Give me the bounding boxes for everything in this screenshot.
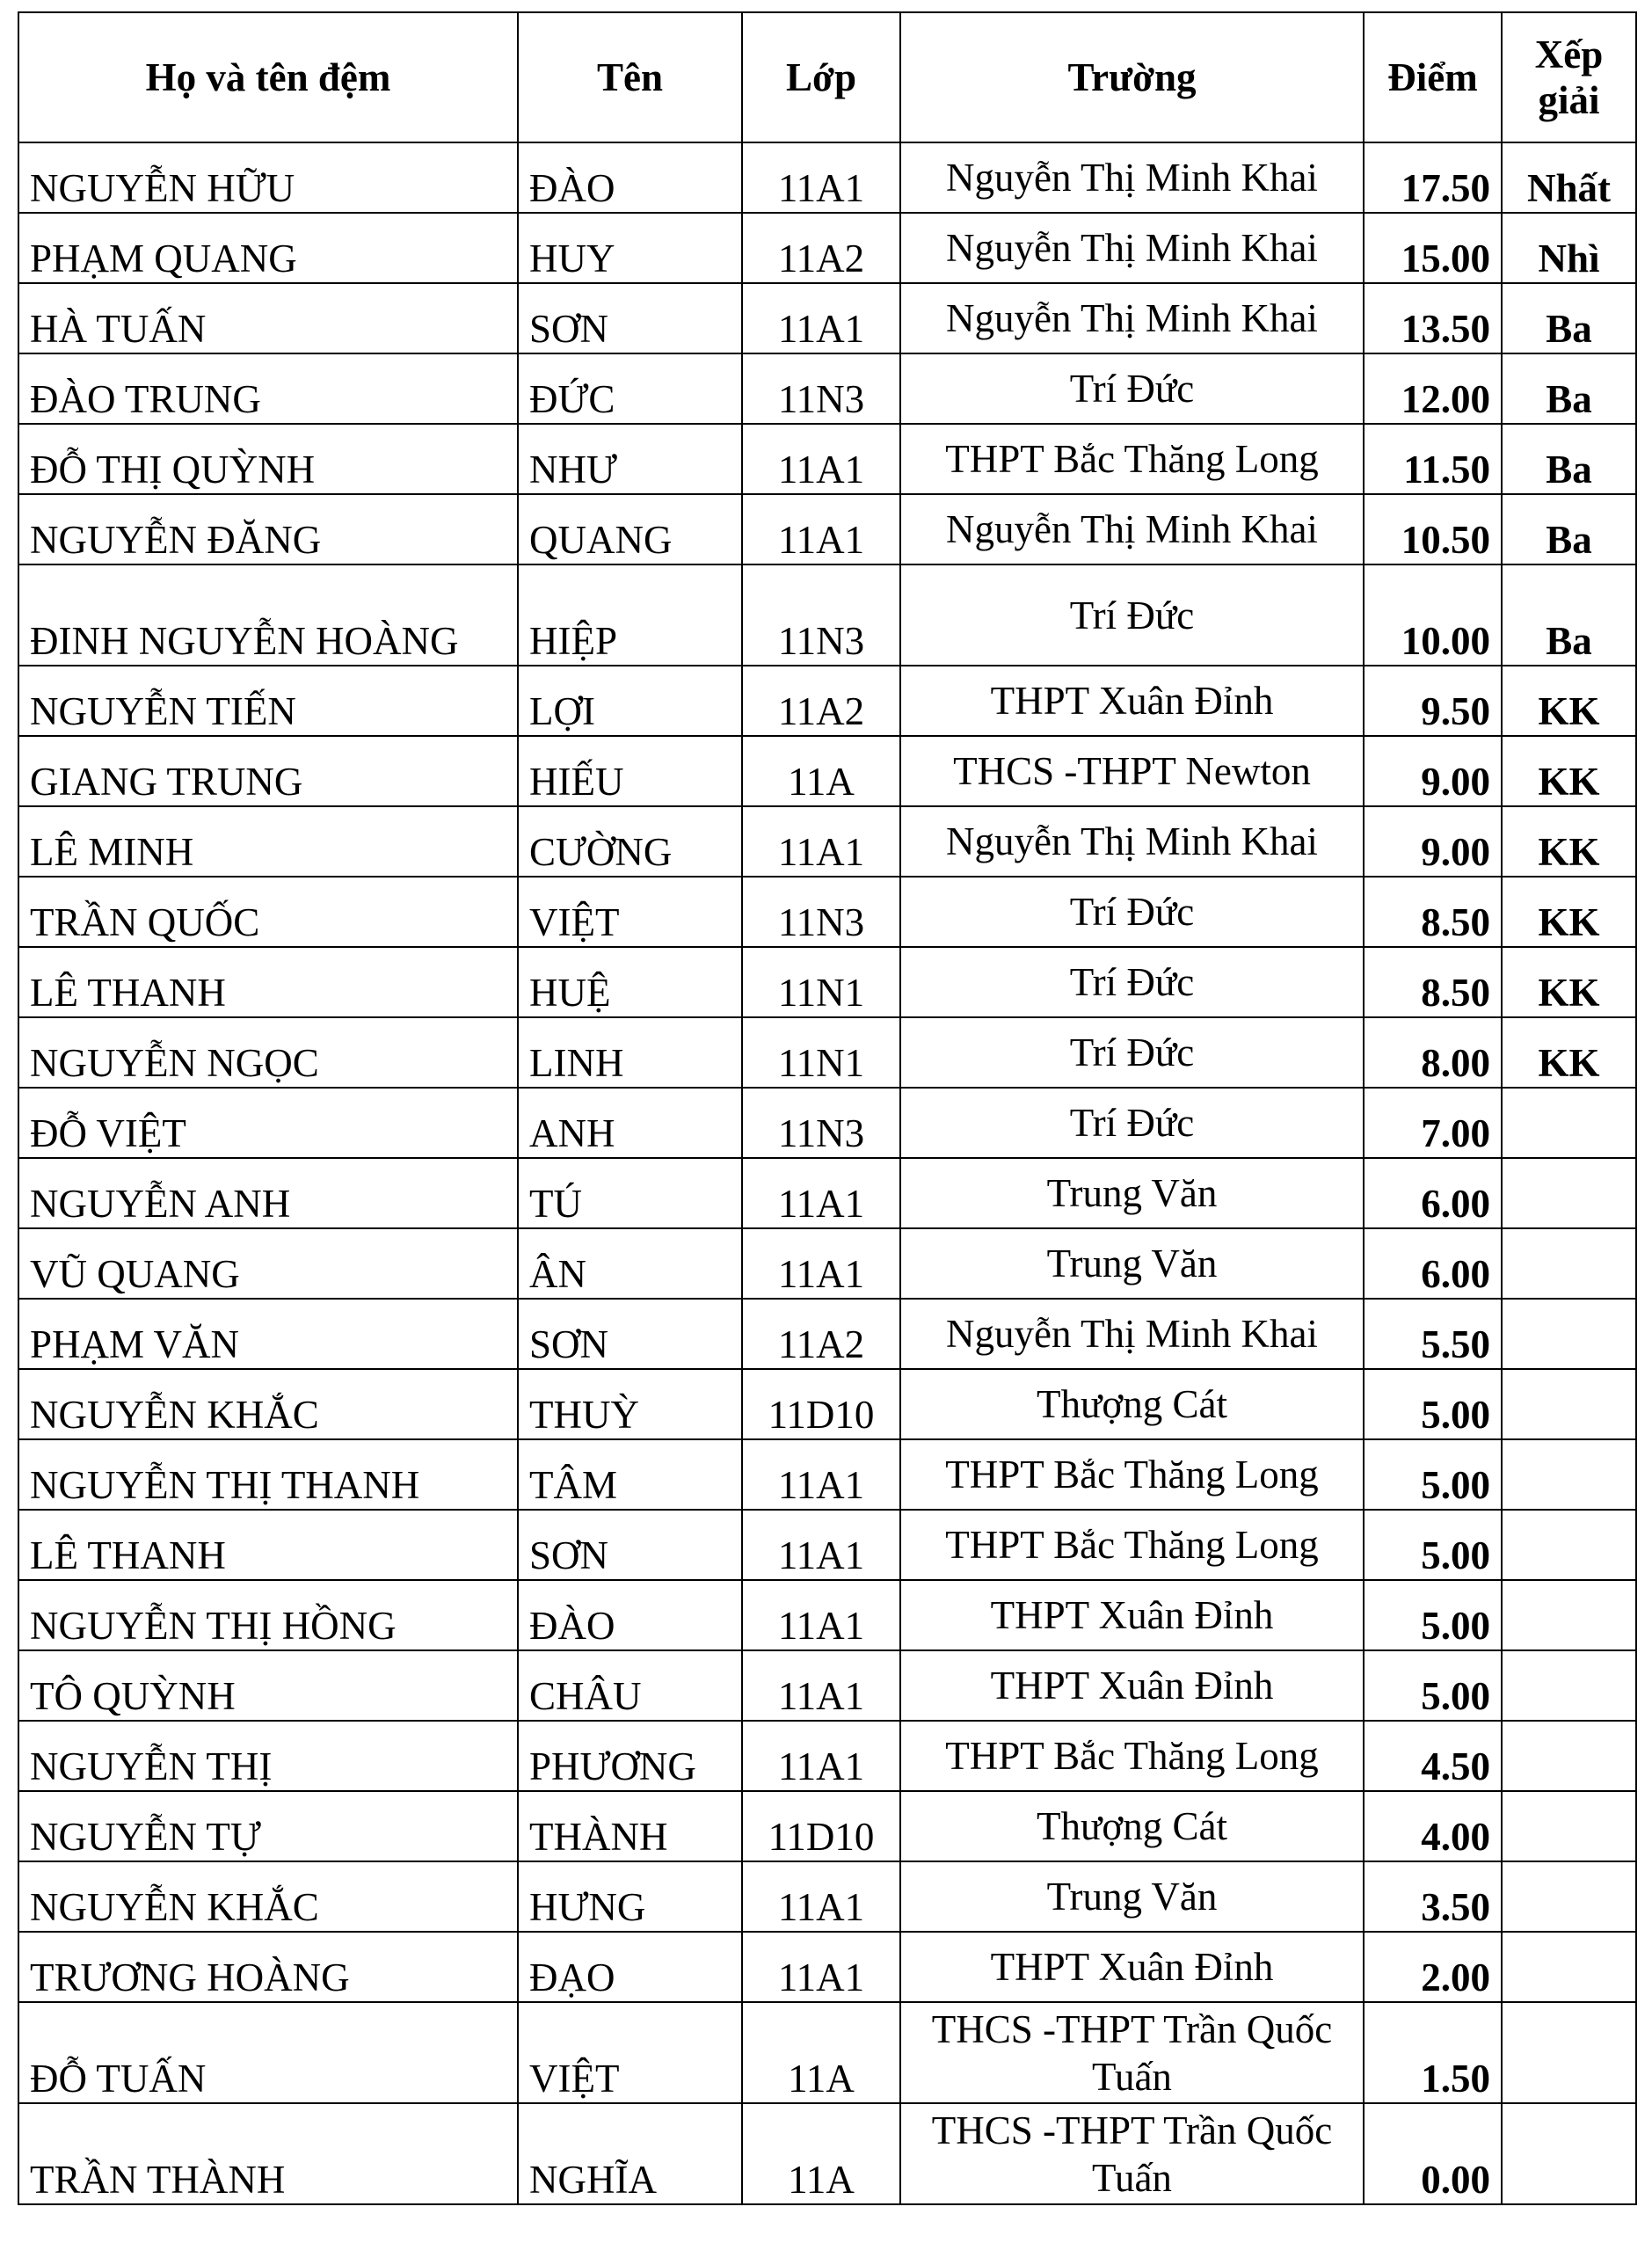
table-row [18, 213, 1636, 283]
school-cell: THCS -THPT Trần Quốc Tuấn [900, 2002, 1364, 2103]
surname-cell: ĐINH NGUYỄN HOÀNG [18, 564, 518, 666]
class-cell: 11A1 [742, 142, 900, 213]
table-row [18, 666, 1636, 736]
given-name-cell: ANH [518, 1088, 742, 1158]
school-cell: THPT Bắc Thăng Long [900, 1721, 1364, 1791]
class-cell: 11N3 [742, 564, 900, 666]
score-cell: 11.50 [1364, 424, 1502, 494]
school-cell: Trí Đức [900, 947, 1364, 1017]
prize-cell: KK [1502, 736, 1636, 806]
surname-cell: NGUYỄN TIẾN [18, 666, 518, 736]
table-row [18, 1228, 1636, 1299]
given-name-cell: ĐÀO [518, 1580, 742, 1650]
given-name-cell: HIỆP [518, 564, 742, 666]
table-row [18, 1439, 1636, 1510]
given-name-cell: QUANG [518, 494, 742, 564]
surname-cell: GIANG TRUNG [18, 736, 518, 806]
school-cell: Nguyễn Thị Minh Khai [900, 142, 1364, 213]
school-cell: Trí Đức [900, 353, 1364, 424]
given-name-cell: CHÂU [518, 1650, 742, 1721]
results-table [18, 11, 1637, 2205]
class-cell: 11A1 [742, 1932, 900, 2002]
school-cell: Trung Văn [900, 1158, 1364, 1228]
school-cell: THPT Bắc Thăng Long [900, 1510, 1364, 1580]
surname-cell: NGUYỄN THỊ THANH [18, 1439, 518, 1510]
table-row [18, 1580, 1636, 1650]
surname-cell: HÀ TUẤN [18, 283, 518, 353]
class-cell: 11A [742, 736, 900, 806]
table-row [18, 494, 1636, 564]
surname-cell: NGUYỄN KHẮC [18, 1861, 518, 1932]
prize-cell [1502, 1088, 1636, 1158]
surname-cell: ĐỖ TUẤN [18, 2002, 518, 2103]
table-row [18, 142, 1636, 213]
surname-cell: NGUYỄN TỰ [18, 1791, 518, 1861]
table-row [18, 1017, 1636, 1088]
score-cell: 13.50 [1364, 283, 1502, 353]
score-cell: 12.00 [1364, 353, 1502, 424]
score-cell: 1.50 [1364, 2002, 1502, 2103]
table-row [18, 806, 1636, 877]
school-cell: Thượng Cát [900, 1369, 1364, 1439]
score-cell: 10.50 [1364, 494, 1502, 564]
table-row [18, 1650, 1636, 1721]
prize-cell [1502, 1580, 1636, 1650]
score-cell: 17.50 [1364, 142, 1502, 213]
surname-cell: VŨ QUANG [18, 1228, 518, 1299]
given-name-cell: ĐẠO [518, 1932, 742, 2002]
given-name-cell: HIẾU [518, 736, 742, 806]
surname-cell: ĐỖ VIỆT [18, 1088, 518, 1158]
surname-cell: LÊ THANH [18, 947, 518, 1017]
school-cell: Trung Văn [900, 1228, 1364, 1299]
header-class: Lớp [742, 12, 900, 142]
prize-cell: KK [1502, 1017, 1636, 1088]
surname-cell: NGUYỄN THỊ HỒNG [18, 1580, 518, 1650]
school-cell: THCS -THPT Trần Quốc Tuấn [900, 2103, 1364, 2204]
class-cell: 11N3 [742, 877, 900, 947]
school-cell: Nguyễn Thị Minh Khai [900, 494, 1364, 564]
given-name-cell: HUỆ [518, 947, 742, 1017]
score-cell: 8.50 [1364, 947, 1502, 1017]
school-cell: THPT Bắc Thăng Long [900, 424, 1364, 494]
surname-cell: TRƯƠNG HOÀNG [18, 1932, 518, 2002]
score-cell: 3.50 [1364, 1861, 1502, 1932]
surname-cell: NGUYỄN HỮU [18, 142, 518, 213]
class-cell: 11A1 [742, 494, 900, 564]
table-row [18, 1791, 1636, 1861]
class-cell: 11A2 [742, 1299, 900, 1369]
school-cell: Trung Văn [900, 1861, 1364, 1932]
prize-cell [1502, 1721, 1636, 1791]
given-name-cell: NGHĨA [518, 2103, 742, 2204]
prize-cell [1502, 1228, 1636, 1299]
surname-cell: TRẦN THÀNH [18, 2103, 518, 2204]
prize-cell: KK [1502, 806, 1636, 877]
prize-cell [1502, 2002, 1636, 2103]
table-row [18, 1510, 1636, 1580]
prize-cell: Nhì [1502, 213, 1636, 283]
class-cell: 11A1 [742, 1439, 900, 1510]
given-name-cell: SƠN [518, 1510, 742, 1580]
prize-cell [1502, 1932, 1636, 2002]
class-cell: 11A1 [742, 1510, 900, 1580]
table-row [18, 1158, 1636, 1228]
prize-cell: Ba [1502, 424, 1636, 494]
score-cell: 5.00 [1364, 1510, 1502, 1580]
score-cell: 6.00 [1364, 1228, 1502, 1299]
given-name-cell: HƯNG [518, 1861, 742, 1932]
prize-cell: KK [1502, 947, 1636, 1017]
class-cell: 11N3 [742, 353, 900, 424]
score-cell: 5.00 [1364, 1369, 1502, 1439]
surname-cell: LÊ THANH [18, 1510, 518, 1580]
table-row [18, 424, 1636, 494]
score-cell: 15.00 [1364, 213, 1502, 283]
score-cell: 4.00 [1364, 1791, 1502, 1861]
prize-cell: Nhất [1502, 142, 1636, 213]
class-cell: 11A1 [742, 1721, 900, 1791]
score-cell: 8.00 [1364, 1017, 1502, 1088]
school-cell: Nguyễn Thị Minh Khai [900, 1299, 1364, 1369]
surname-cell: ĐÀO TRUNG [18, 353, 518, 424]
prize-cell: KK [1502, 877, 1636, 947]
score-cell: 2.00 [1364, 1932, 1502, 2002]
given-name-cell: LỢI [518, 666, 742, 736]
header-given-name: Tên [518, 12, 742, 142]
given-name-cell: NHƯ [518, 424, 742, 494]
given-name-cell: THUỲ [518, 1369, 742, 1439]
given-name-cell: ĐỨC [518, 353, 742, 424]
given-name-cell: THÀNH [518, 1791, 742, 1861]
class-cell: 11A1 [742, 283, 900, 353]
school-cell: THPT Bắc Thăng Long [900, 1439, 1364, 1510]
school-cell: THCS -THPT Newton [900, 736, 1364, 806]
prize-cell [1502, 1158, 1636, 1228]
prize-cell [1502, 1369, 1636, 1439]
header-school: Trường [900, 12, 1364, 142]
prize-cell: Ba [1502, 353, 1636, 424]
school-cell: Trí Đức [900, 877, 1364, 947]
prize-cell [1502, 2103, 1636, 2204]
surname-cell: NGUYỄN KHẮC [18, 1369, 518, 1439]
score-cell: 5.50 [1364, 1299, 1502, 1369]
class-cell: 11A1 [742, 1228, 900, 1299]
surname-cell: TRẦN QUỐC [18, 877, 518, 947]
score-cell: 4.50 [1364, 1721, 1502, 1791]
given-name-cell: HUY [518, 213, 742, 283]
class-cell: 11A1 [742, 1861, 900, 1932]
class-cell: 11A1 [742, 806, 900, 877]
school-cell: Trí Đức [900, 564, 1364, 666]
prize-cell [1502, 1510, 1636, 1580]
surname-cell: PHẠM VĂN [18, 1299, 518, 1369]
given-name-cell: TÂM [518, 1439, 742, 1510]
score-cell: 0.00 [1364, 2103, 1502, 2204]
prize-cell: Ba [1502, 494, 1636, 564]
school-cell: Trí Đức [900, 1017, 1364, 1088]
prize-cell [1502, 1861, 1636, 1932]
school-cell: Thượng Cát [900, 1791, 1364, 1861]
class-cell: 11A [742, 2103, 900, 2204]
prize-cell [1502, 1299, 1636, 1369]
score-cell: 5.00 [1364, 1439, 1502, 1510]
score-cell: 7.00 [1364, 1088, 1502, 1158]
prize-cell [1502, 1791, 1636, 1861]
prize-cell: Ba [1502, 564, 1636, 666]
score-cell: 6.00 [1364, 1158, 1502, 1228]
score-cell: 9.00 [1364, 806, 1502, 877]
given-name-cell: SƠN [518, 283, 742, 353]
class-cell: 11A [742, 2002, 900, 2103]
table-row [18, 283, 1636, 353]
class-cell: 11D10 [742, 1791, 900, 1861]
surname-cell: TÔ QUỲNH [18, 1650, 518, 1721]
table-row [18, 1721, 1636, 1791]
table-row [18, 1088, 1636, 1158]
table-row [18, 1299, 1636, 1369]
given-name-cell: ÂN [518, 1228, 742, 1299]
school-cell: THPT Xuân Đỉnh [900, 666, 1364, 736]
school-cell: THPT Xuân Đỉnh [900, 1650, 1364, 1721]
table-row [18, 2002, 1636, 2103]
given-name-cell: SƠN [518, 1299, 742, 1369]
table-row [18, 564, 1636, 666]
class-cell: 11D10 [742, 1369, 900, 1439]
surname-cell: ĐỖ THỊ QUỲNH [18, 424, 518, 494]
surname-cell: NGUYỄN ANH [18, 1158, 518, 1228]
surname-cell: NGUYỄN ĐĂNG [18, 494, 518, 564]
class-cell: 11A1 [742, 424, 900, 494]
class-cell: 11A1 [742, 1650, 900, 1721]
surname-cell: PHẠM QUANG [18, 213, 518, 283]
header-score: Điểm [1364, 12, 1502, 142]
given-name-cell: CƯỜNG [518, 806, 742, 877]
prize-cell [1502, 1650, 1636, 1721]
table-row [18, 877, 1636, 947]
given-name-cell: PHƯƠNG [518, 1721, 742, 1791]
school-cell: THPT Xuân Đỉnh [900, 1580, 1364, 1650]
score-cell: 9.50 [1364, 666, 1502, 736]
score-cell: 5.00 [1364, 1580, 1502, 1650]
class-cell: 11A1 [742, 1158, 900, 1228]
table-row [18, 353, 1636, 424]
score-cell: 10.00 [1364, 564, 1502, 666]
surname-cell: NGUYỄN NGỌC [18, 1017, 518, 1088]
table-row [18, 2103, 1636, 2204]
surname-cell: NGUYỄN THỊ [18, 1721, 518, 1791]
score-cell: 5.00 [1364, 1650, 1502, 1721]
table-row [18, 736, 1636, 806]
surname-cell: LÊ MINH [18, 806, 518, 877]
header-row [18, 12, 1636, 142]
prize-cell [1502, 1439, 1636, 1510]
school-cell: Nguyễn Thị Minh Khai [900, 283, 1364, 353]
table-row [18, 1861, 1636, 1932]
prize-cell: Ba [1502, 283, 1636, 353]
score-cell: 9.00 [1364, 736, 1502, 806]
header-prize: Xếp giải [1502, 12, 1636, 142]
class-cell: 11N1 [742, 947, 900, 1017]
class-cell: 11A1 [742, 1580, 900, 1650]
table-row [18, 1369, 1636, 1439]
prize-cell: KK [1502, 666, 1636, 736]
class-cell: 11A2 [742, 213, 900, 283]
given-name-cell: VIỆT [518, 2002, 742, 2103]
given-name-cell: ĐÀO [518, 142, 742, 213]
table-row [18, 1932, 1636, 2002]
given-name-cell: TÚ [518, 1158, 742, 1228]
table-row [18, 947, 1636, 1017]
given-name-cell: VIỆT [518, 877, 742, 947]
header-surname: Họ và tên đệm [18, 12, 518, 142]
score-cell: 8.50 [1364, 877, 1502, 947]
class-cell: 11N1 [742, 1017, 900, 1088]
school-cell: THPT Xuân Đỉnh [900, 1932, 1364, 2002]
school-cell: Nguyễn Thị Minh Khai [900, 213, 1364, 283]
class-cell: 11N3 [742, 1088, 900, 1158]
given-name-cell: LINH [518, 1017, 742, 1088]
school-cell: Nguyễn Thị Minh Khai [900, 806, 1364, 877]
class-cell: 11A2 [742, 666, 900, 736]
school-cell: Trí Đức [900, 1088, 1364, 1158]
